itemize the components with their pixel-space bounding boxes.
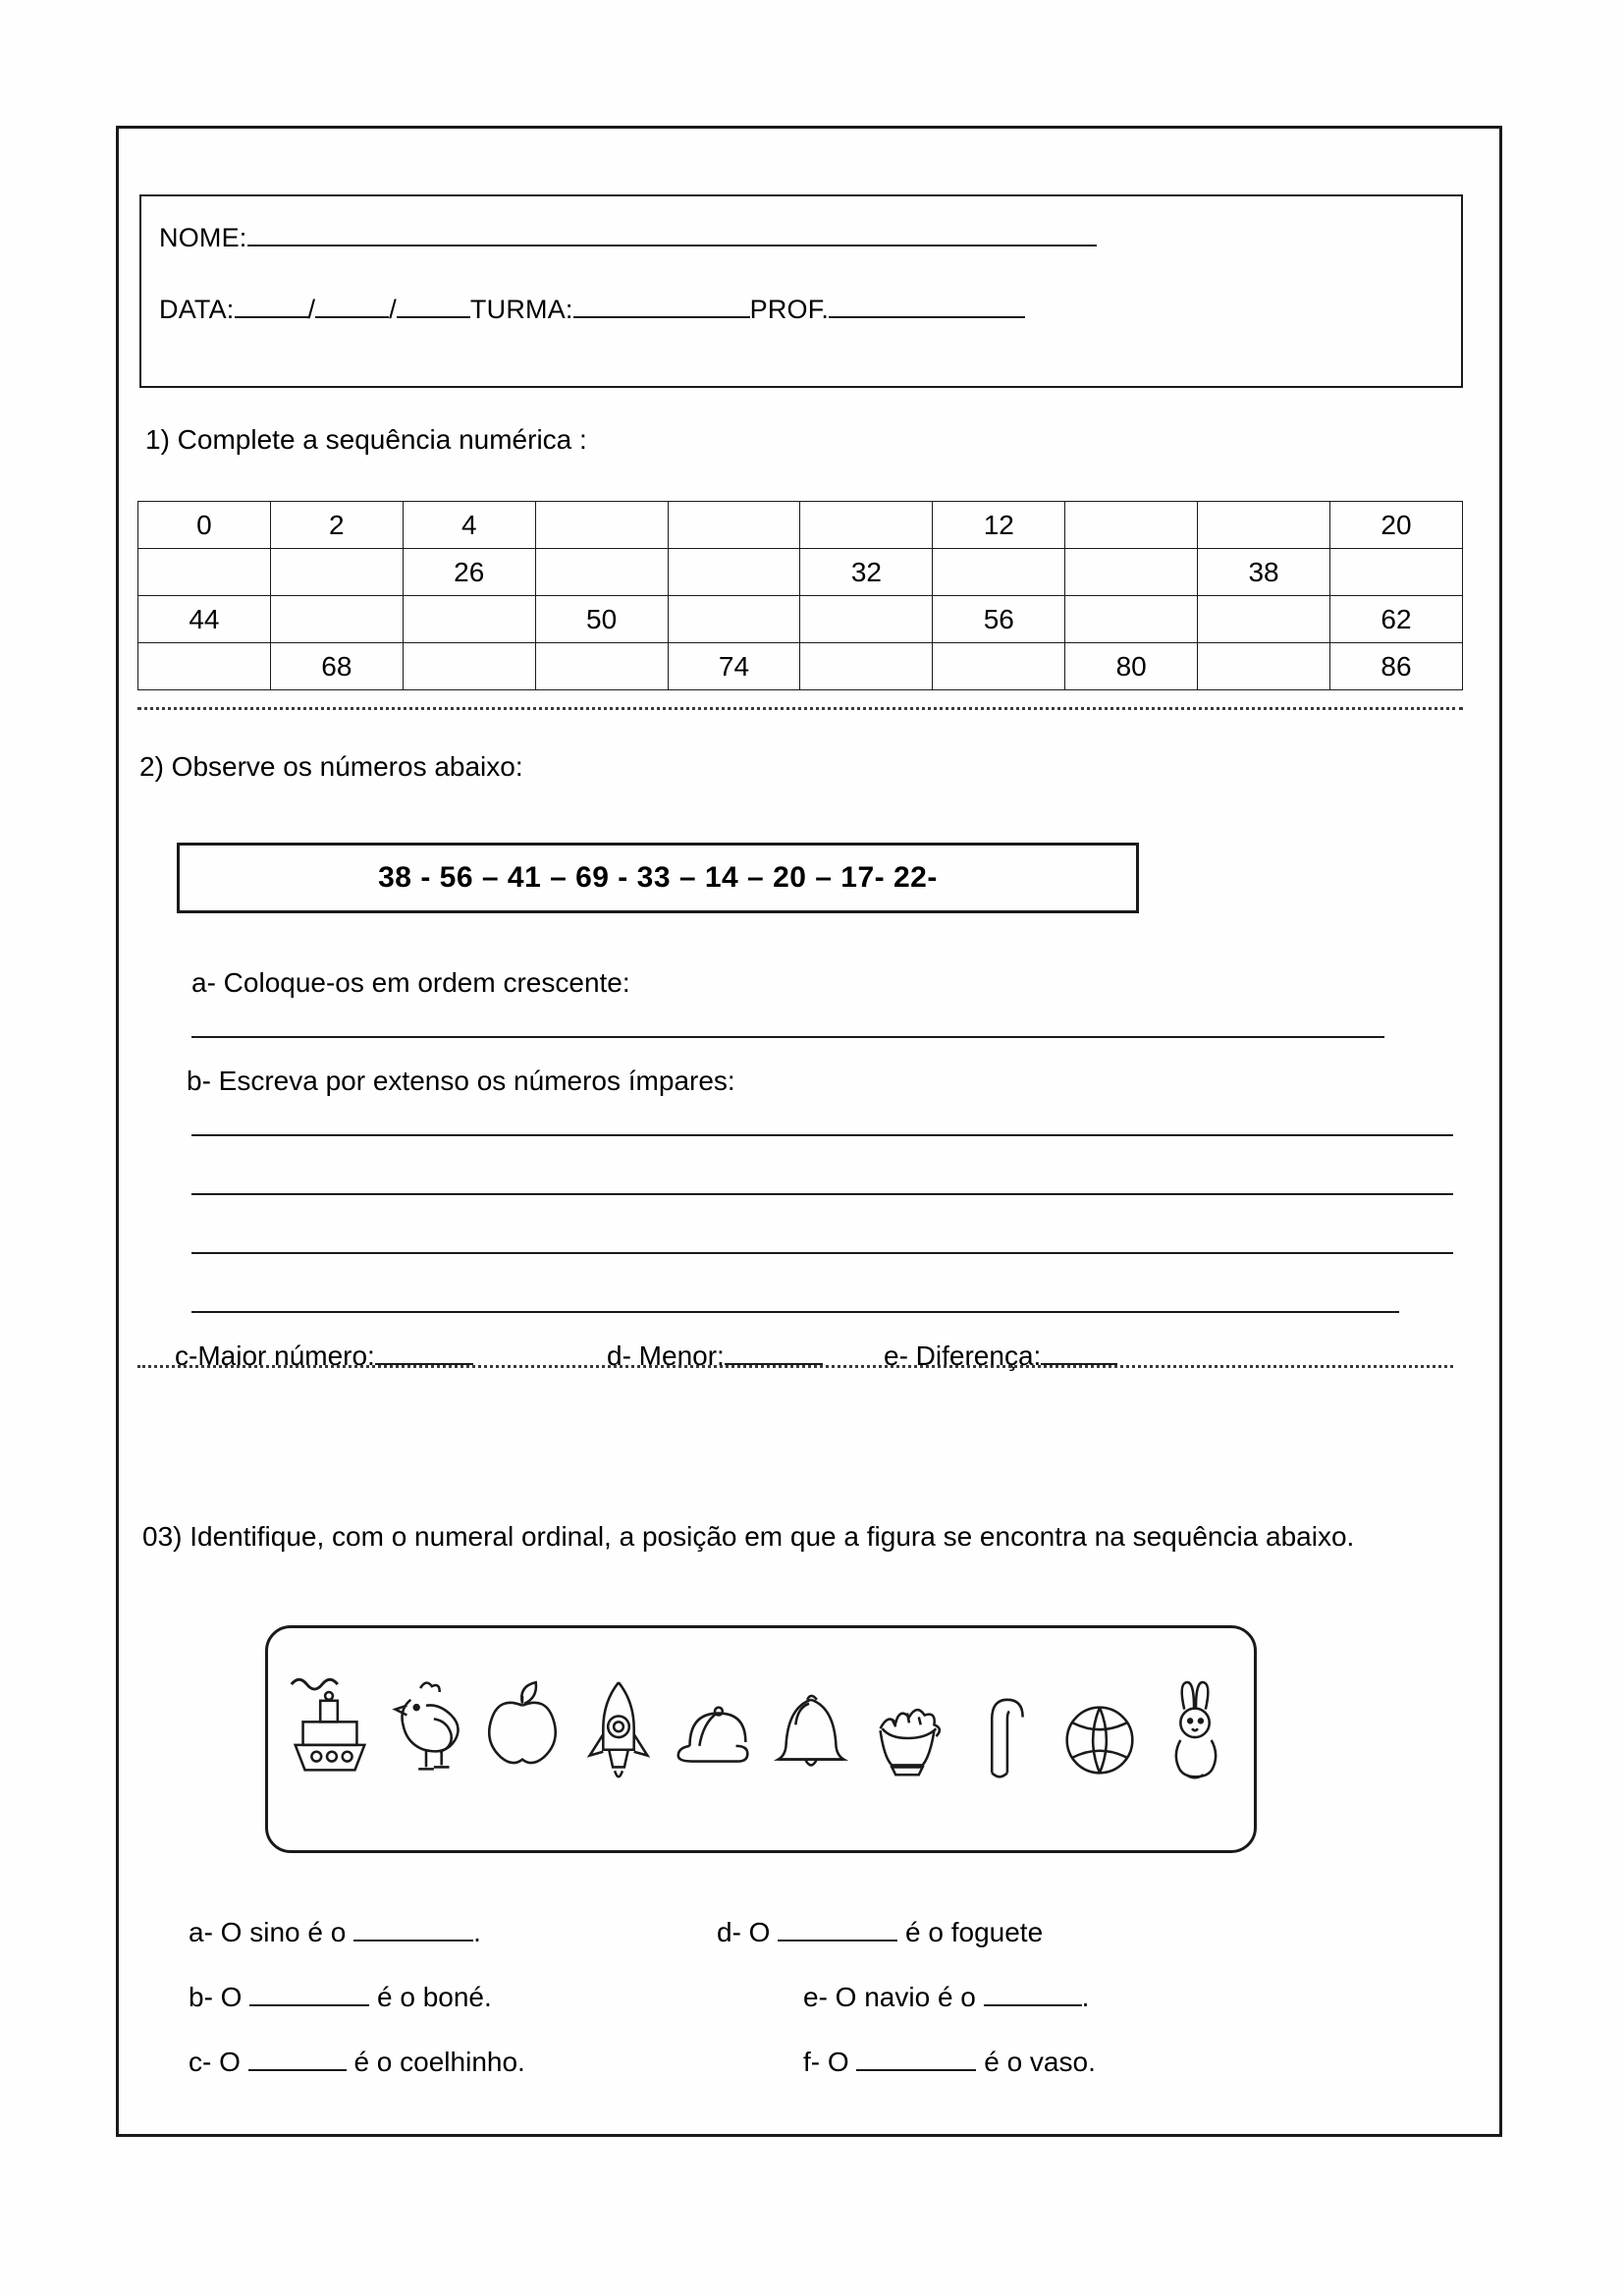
class-input-line[interactable]: [573, 295, 750, 318]
cell[interactable]: 62: [1330, 596, 1463, 643]
cell[interactable]: [800, 502, 933, 549]
cell[interactable]: 32: [800, 549, 933, 596]
answer-blank-2d[interactable]: [725, 1341, 823, 1365]
cell[interactable]: [668, 502, 800, 549]
rabbit-icon: [1148, 1666, 1244, 1813]
ball-icon: [1052, 1666, 1148, 1813]
answer-blank-3a[interactable]: [353, 1918, 473, 1941]
cell[interactable]: 56: [933, 596, 1065, 643]
cell[interactable]: [535, 502, 668, 549]
cell[interactable]: [1330, 549, 1463, 596]
student-info-box: [139, 194, 1463, 388]
answer-blank-3b[interactable]: [249, 1983, 369, 2006]
answer-blank-2c[interactable]: [375, 1341, 473, 1365]
cell[interactable]: 20: [1330, 502, 1463, 549]
cell[interactable]: [1198, 502, 1330, 549]
answer-blank-3c[interactable]: [248, 2048, 347, 2071]
answer-blank-3e[interactable]: [984, 1983, 1082, 2006]
section-divider: [137, 707, 1463, 710]
cell[interactable]: 4: [403, 502, 535, 549]
cell[interactable]: [933, 549, 1065, 596]
question-3c: [189, 2047, 525, 2078]
date-label: DATA:: [159, 295, 235, 324]
question-3a-pre: a- O sino é o: [189, 1917, 354, 1947]
question-3e-post: .: [1081, 1982, 1090, 2012]
question-3a: [189, 1917, 481, 1948]
question-2a-prompt: a- Coloque-os em ordem crescente:: [191, 967, 630, 998]
cell[interactable]: [138, 643, 271, 690]
answer-blank-3f[interactable]: [856, 2048, 976, 2071]
question-3e-pre: e- O navio é o: [803, 1982, 984, 2012]
question-3d: [717, 1917, 1043, 1948]
number-sequence-table: [137, 501, 1463, 690]
question-3f-pre: f- O: [803, 2047, 857, 2077]
question-3c-post: é o coelhinho.: [346, 2047, 525, 2077]
rocket-icon: [570, 1666, 667, 1813]
cell[interactable]: 12: [933, 502, 1065, 549]
question-3c-pre: c- O: [189, 2047, 248, 2077]
answer-line-2a[interactable]: [191, 1036, 1384, 1038]
cell[interactable]: 74: [668, 643, 800, 690]
cell[interactable]: [933, 643, 1065, 690]
apple-icon: [474, 1666, 570, 1813]
question-3-prompt: 03) Identifique, com o numeral ordinal, a posição em que a figura se encontra na sequência abaixo.: [142, 1521, 1355, 1552]
question-2e-label: e- Diferença:: [884, 1340, 1042, 1371]
answer-line-2b-2[interactable]: [191, 1193, 1453, 1195]
date-class-teacher-row[interactable]: DATA: / / TURMA: PROF.: [159, 295, 1025, 325]
question-3b-pre: b- O: [189, 1982, 250, 2012]
bell-icon: [763, 1666, 859, 1813]
vase-icon: [859, 1666, 955, 1813]
cell[interactable]: 44: [138, 596, 271, 643]
table-row: [138, 549, 1463, 596]
question-3d-pre: d- O: [717, 1917, 779, 1947]
cell[interactable]: 26: [403, 549, 535, 596]
answer-line-2b-1[interactable]: [191, 1134, 1453, 1136]
name-label: NOME:: [159, 223, 247, 252]
boat-icon: [282, 1666, 378, 1813]
cell[interactable]: [668, 549, 800, 596]
cell[interactable]: 80: [1065, 643, 1198, 690]
cell[interactable]: 50: [535, 596, 668, 643]
question-3a-post: .: [473, 1917, 481, 1947]
section-divider-2: [137, 1365, 1453, 1368]
question-2b-prompt: b- Escreva por extenso os números ímpares:: [187, 1066, 735, 1096]
question-2-prompt: 2) Observe os números abaixo:: [139, 751, 523, 782]
cell[interactable]: [138, 549, 271, 596]
question-3b: [189, 1982, 492, 2013]
cap-icon: [667, 1666, 763, 1813]
cell[interactable]: [270, 549, 403, 596]
answer-blank-3d[interactable]: [778, 1918, 897, 1941]
question-3b-post: é o boné.: [369, 1982, 492, 2012]
name-field-row[interactable]: [159, 223, 1097, 253]
cell[interactable]: [535, 549, 668, 596]
cell[interactable]: [403, 643, 535, 690]
candy-cane-icon: [955, 1666, 1052, 1813]
cell[interactable]: 2: [270, 502, 403, 549]
cell[interactable]: [1198, 596, 1330, 643]
year-input-line[interactable]: [397, 295, 470, 318]
cell[interactable]: 0: [138, 502, 271, 549]
cell[interactable]: [800, 596, 933, 643]
question-2d-label: d- Menor:: [607, 1340, 725, 1371]
question-2c-label: c-Maior número:: [175, 1340, 375, 1371]
cell[interactable]: [800, 643, 933, 690]
cell[interactable]: [1065, 596, 1198, 643]
question-3f: [803, 2047, 1096, 2078]
class-label: TURMA:: [469, 295, 573, 324]
cell[interactable]: [270, 596, 403, 643]
table-row: [138, 643, 1463, 690]
table-row: [138, 502, 1463, 549]
cell[interactable]: [1065, 502, 1198, 549]
cell[interactable]: 68: [270, 643, 403, 690]
cell[interactable]: [1065, 549, 1198, 596]
day-input-line[interactable]: [235, 295, 308, 318]
cell[interactable]: [1198, 643, 1330, 690]
table-row: [138, 596, 1463, 643]
cell[interactable]: [535, 643, 668, 690]
answer-line-2b-3[interactable]: [191, 1252, 1453, 1254]
question-3e: [803, 1982, 1089, 2013]
cell[interactable]: 86: [1330, 643, 1463, 690]
question-3d-post: é o foguete: [897, 1917, 1044, 1947]
answer-line-2b-4[interactable]: [191, 1311, 1399, 1313]
chicken-icon: [378, 1666, 474, 1813]
cell[interactable]: 38: [1198, 549, 1330, 596]
teacher-label: PROF.: [749, 295, 830, 324]
cell[interactable]: [403, 596, 535, 643]
cell[interactable]: [668, 596, 800, 643]
answer-blank-2e[interactable]: [1041, 1341, 1117, 1365]
numbers-list: 38 - 56 – 41 – 69 - 33 – 14 – 20 – 17- 22-: [378, 861, 938, 894]
name-input-line[interactable]: [247, 223, 1097, 246]
question-1-prompt: 1) Complete a sequência numérica :: [145, 424, 587, 455]
teacher-input-line[interactable]: [829, 295, 1025, 318]
question-3f-post: é o vaso.: [976, 2047, 1096, 2077]
numbers-box: [177, 843, 1139, 913]
figure-sequence-box: [265, 1625, 1257, 1853]
month-input-line[interactable]: [315, 295, 389, 318]
